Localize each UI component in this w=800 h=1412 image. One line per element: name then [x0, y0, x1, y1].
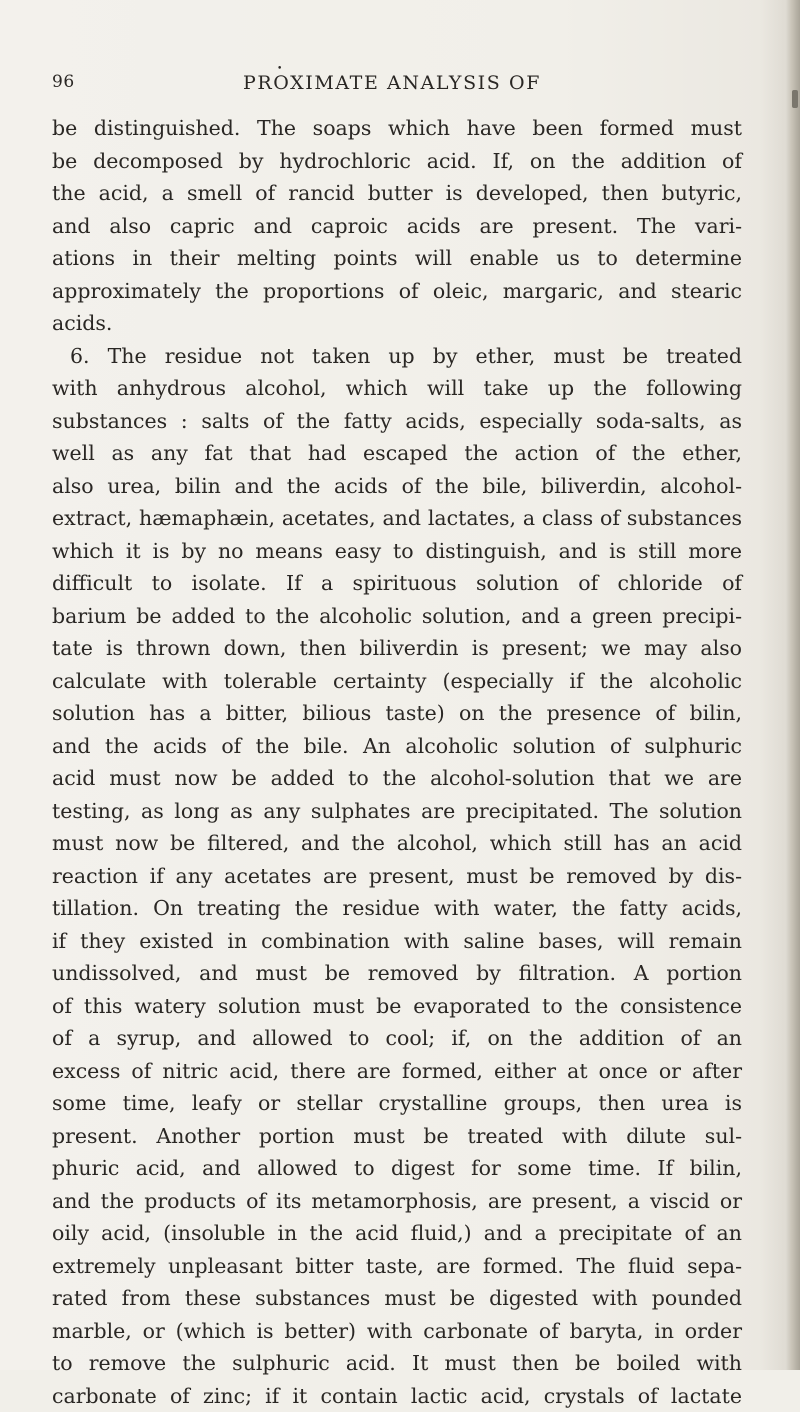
header-dot-mark: • — [277, 64, 282, 74]
text-line: of this watery solution must be evaporated to the consistence — [52, 990, 742, 1023]
text-line: barium be added to the alcoholic solution, and a green precipi- — [52, 600, 742, 633]
text-line: extract, hæmaphæin, acetates, and lactates, a class of substances — [52, 502, 742, 535]
text-line: tillation. On treating the residue with water, the fatty acids, — [52, 892, 742, 925]
running-head: PROXIMATE ANALYSIS OF — [52, 72, 732, 94]
text-line: calculate with tolerable certainty (especially if the alcoholic — [52, 665, 742, 698]
text-line: extremely unpleasant bitter taste, are formed. The fluid sepa- — [52, 1250, 742, 1283]
text-line: phuric acid, and allowed to digest for some time. If bilin, — [52, 1152, 742, 1185]
page-edge-shadow — [786, 0, 800, 1370]
page-number: 96 — [52, 72, 75, 92]
text-line: some time, leafy or stellar crystalline groups, then urea is — [52, 1087, 742, 1120]
text-line: and the products of its metamorphosis, are present, a viscid or — [52, 1185, 742, 1218]
text-line: the acid, a smell of rancid butter is developed, then butyric, — [52, 177, 742, 210]
text-line: carbonate of zinc; if it contain lactic acid, crystals of lactate — [52, 1380, 742, 1412]
text-line: acids. — [52, 307, 742, 340]
text-line: excess of nitric acid, there are formed, either at once or after — [52, 1055, 742, 1088]
text-line: present. Another portion must be treated with dilute sul- — [52, 1120, 742, 1153]
text-line: 6. The residue not taken up by ether, must be treated — [52, 340, 742, 373]
text-line: undissolved, and must be removed by filtration. A portion — [52, 957, 742, 990]
body-text — [52, 112, 742, 1412]
text-line: well as any fat that had escaped the action of the ether, — [52, 437, 742, 470]
text-line: and the acids of the bile. An alcoholic solution of sulphuric — [52, 730, 742, 763]
page-header — [52, 62, 732, 102]
text-line: tate is thrown down, then biliverdin is present; we may also — [52, 632, 742, 665]
text-line: acid must now be added to the alcohol-solution that we are — [52, 762, 742, 795]
text-line: oily acid, (insoluble in the acid fluid,) and a precipitate of an — [52, 1217, 742, 1250]
text-line: rated from these substances must be digested with pounded — [52, 1282, 742, 1315]
text-line: to remove the sulphuric acid. It must then be boiled with — [52, 1347, 742, 1380]
text-line: solution has a bitter, bilious taste) on the presence of bilin, — [52, 697, 742, 730]
text-line: with anhydrous alcohol, which will take up the following — [52, 372, 742, 405]
text-line: difficult to isolate. If a spirituous solution of chloride of — [52, 567, 742, 600]
text-line: ations in their melting points will enable us to determine — [52, 242, 742, 275]
text-line: be distinguished. The soaps which have been formed must — [52, 112, 742, 145]
binding-mark — [792, 90, 798, 108]
text-line: be decomposed by hydrochloric acid. If, on the addition of — [52, 145, 742, 178]
text-line: which it is by no means easy to distinguish, and is still more — [52, 535, 742, 568]
text-line: approximately the proportions of oleic, margaric, and stearic — [52, 275, 742, 308]
text-line: substances : salts of the fatty acids, especially soda-salts, as — [52, 405, 742, 438]
text-line: marble, or (which is better) with carbonate of baryta, in order — [52, 1315, 742, 1348]
text-line: testing, as long as any sulphates are precipitated. The solution — [52, 795, 742, 828]
text-line: if they existed in combination with saline bases, will remain — [52, 925, 742, 958]
text-line: of a syrup, and allowed to cool; if, on the addition of an — [52, 1022, 742, 1055]
text-line: reaction if any acetates are present, must be removed by dis- — [52, 860, 742, 893]
text-line: must now be filtered, and the alcohol, which still has an acid — [52, 827, 742, 860]
text-line: and also capric and caproic acids are present. The vari- — [52, 210, 742, 243]
text-line: also urea, bilin and the acids of the bile, biliverdin, alcohol- — [52, 470, 742, 503]
